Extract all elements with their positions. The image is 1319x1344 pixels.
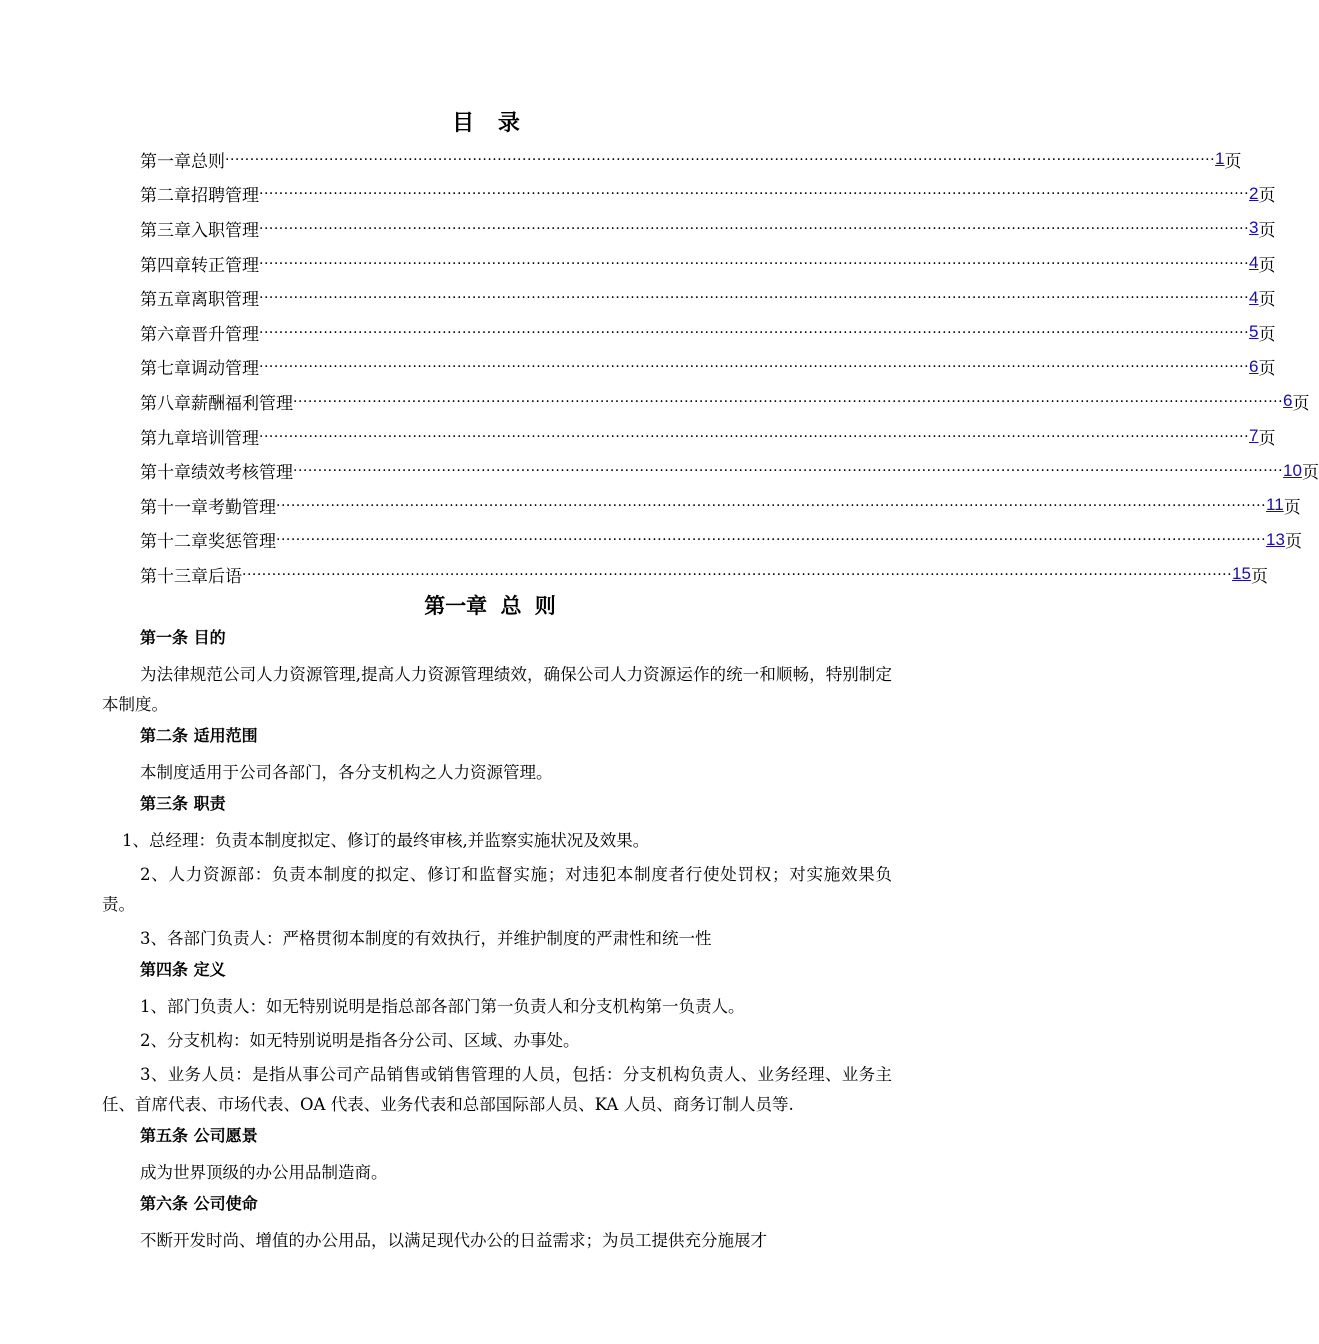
- article-paragraph: 2、分支机构：如无特别说明是指各分公司、区域、办事处。: [140, 1031, 580, 1050]
- toc-page-unit: 页: [1224, 151, 1242, 172]
- toc-row: [140, 142, 1242, 177]
- toc-chapter-name: 调动管理: [191, 359, 259, 380]
- toc-row: [140, 384, 1310, 419]
- article-title: 第二条 适用范围: [140, 726, 258, 745]
- toc-leader-dots: ········································································································································································································: [225, 151, 1216, 168]
- article-paragraph: 不断开发时尚、增值的办公用品，以满足现代办公的日益需求；为员工提供充分施展才: [140, 1231, 767, 1250]
- toc-page-unit: 页: [1283, 497, 1301, 518]
- toc-page-link[interactable]: 6: [1283, 391, 1293, 411]
- toc-leader-dots: ········································································································································································································: [293, 393, 1284, 410]
- toc-row: [140, 557, 1268, 592]
- toc-page-unit: 页: [1258, 220, 1276, 241]
- toc-chapter-name: 晋升管理: [191, 324, 259, 345]
- toc-leader-dots: ········································································································································································································: [276, 497, 1267, 514]
- toc-leader-dots: ········································································································································································································: [276, 532, 1267, 549]
- toc-leader-dots: ········································································································································································································: [259, 324, 1250, 341]
- article-paragraph: 为法律规范公司人力资源管理,提高人力资源管理绩效，确保公司人力资源运作的统一和顺畅，特别制定本制度。: [102, 665, 892, 714]
- toc-row: [140, 419, 1276, 454]
- toc-chapter-name: 绩效考核管理: [191, 463, 293, 484]
- article-title: 第五条 公司愿景: [140, 1126, 258, 1145]
- toc-page-unit: 页: [1258, 186, 1276, 207]
- toc-leader-dots: ········································································································································································································: [242, 566, 1233, 583]
- article-title: 第三条 职责: [140, 794, 226, 813]
- article-paragraph: 本制度适用于公司各部门，各分支机构之人力资源管理。: [140, 763, 553, 782]
- chapter-title: 第一章 总 则: [424, 594, 556, 618]
- toc-chapter-name: 考勤管理: [208, 497, 276, 518]
- toc-leader-dots: ········································································································································································································: [259, 428, 1250, 445]
- article-title: 第四条 定义: [140, 960, 226, 979]
- toc-leader-dots: ········································································································································································································: [259, 290, 1250, 307]
- toc-chapter-number: 第八章: [140, 393, 191, 414]
- toc-chapter-number: 第四章: [140, 255, 191, 276]
- toc-page-link[interactable]: 4: [1249, 253, 1259, 273]
- toc-chapter-name: 转正管理: [191, 255, 259, 276]
- toc-chapter-name: 奖惩管理: [208, 532, 276, 553]
- toc-page-link[interactable]: 13: [1266, 529, 1285, 549]
- article-title: 第六条 公司使命: [140, 1194, 258, 1213]
- toc-chapter-name: 招聘管理: [191, 186, 259, 207]
- toc-page-unit: 页: [1301, 463, 1319, 484]
- article-paragraph: 1、部门负责人：如无特别说明是指总部各部门第一负责人和分支机构第一负责人。: [140, 997, 745, 1016]
- toc-chapter-number: 第九章: [140, 428, 191, 449]
- toc-page-unit: 页: [1284, 532, 1302, 553]
- toc-page-link[interactable]: 2: [1249, 183, 1259, 203]
- toc-page-link[interactable]: 4: [1249, 287, 1259, 307]
- toc-chapter-name: 入职管理: [191, 220, 259, 241]
- toc-chapter-number: 第十章: [140, 463, 191, 484]
- toc-page-link[interactable]: 10: [1283, 460, 1302, 480]
- toc-row: [140, 315, 1276, 350]
- article-paragraph: 3、各部门负责人：严格贯彻本制度的有效执行，并维护制度的严肃性和统一性: [140, 929, 712, 948]
- toc-chapter-name: 培训管理: [191, 428, 259, 449]
- toc-title: 目 录: [452, 111, 528, 136]
- toc-row: [140, 211, 1276, 246]
- article-paragraph: 成为世界顶级的办公用品制造商。: [140, 1163, 388, 1182]
- article-paragraph: 3、业务人员：是指从事公司产品销售或销售管理的人员，包括：分支机构负责人、业务经理、业务主任、首席代表、市场代表、OA 代表、业务代表和总部国际部人员、KA 人员、商务订制人员等.: [102, 1065, 892, 1114]
- toc-row: [140, 453, 1319, 488]
- toc-chapter-name: 薪酬福利管理: [191, 393, 293, 414]
- toc-page-link[interactable]: 15: [1232, 564, 1251, 584]
- toc-chapter-number: 第十三章: [140, 566, 208, 587]
- toc-chapter-number: 第十一章: [140, 497, 208, 518]
- toc-row: [140, 177, 1276, 212]
- article-paragraph: 1、总经理：负责本制度拟定、修订的最终审核,并监察实施状况及效果。: [122, 831, 650, 850]
- article-title: 第一条 目的: [140, 628, 226, 647]
- toc-page-unit: 页: [1292, 393, 1310, 414]
- chapter-body: [102, 626, 892, 1260]
- toc-leader-dots: ········································································································································································································: [259, 359, 1250, 376]
- toc-leader-dots: ········································································································································································································: [293, 463, 1284, 480]
- toc-chapter-number: 第六章: [140, 324, 191, 345]
- toc-page-unit: 页: [1258, 255, 1276, 276]
- toc-leader-dots: ········································································································································································································: [259, 186, 1250, 203]
- toc-page-link[interactable]: 5: [1249, 322, 1259, 342]
- toc-chapter-name: 离职管理: [191, 290, 259, 311]
- toc-chapter-name: 后语: [208, 566, 242, 587]
- table-of-contents: [140, 142, 1319, 592]
- toc-page-unit: 页: [1258, 428, 1276, 449]
- toc-page-link[interactable]: 11: [1266, 495, 1284, 515]
- toc-chapter-number: 第二章: [140, 186, 191, 207]
- toc-chapter-name: 总则: [191, 151, 225, 172]
- toc-chapter-number: 第三章: [140, 220, 191, 241]
- toc-page-unit: 页: [1258, 359, 1276, 380]
- toc-page-link[interactable]: 7: [1249, 426, 1259, 446]
- toc-page-unit: 页: [1258, 290, 1276, 311]
- toc-page-unit: 页: [1258, 324, 1276, 345]
- toc-row: [140, 350, 1276, 385]
- toc-row: [140, 523, 1302, 558]
- toc-leader-dots: ········································································································································································································: [259, 220, 1250, 237]
- toc-page-unit: 页: [1250, 566, 1268, 587]
- toc-row: [140, 280, 1276, 315]
- toc-chapter-number: 第一章: [140, 151, 191, 172]
- toc-chapter-number: 第十二章: [140, 532, 208, 553]
- article-paragraph: 2、人力资源部：负责本制度的拟定、修订和监督实施；对违犯本制度者行使处罚权；对实施效果负责。: [102, 865, 892, 914]
- toc-chapter-number: 第五章: [140, 290, 191, 311]
- toc-page-link[interactable]: 6: [1249, 356, 1259, 376]
- toc-page-link[interactable]: 3: [1249, 218, 1259, 238]
- toc-chapter-number: 第七章: [140, 359, 191, 380]
- toc-row: [140, 488, 1301, 523]
- toc-page-link[interactable]: 1: [1215, 149, 1225, 169]
- toc-row: [140, 246, 1276, 281]
- toc-leader-dots: ········································································································································································································: [259, 255, 1250, 272]
